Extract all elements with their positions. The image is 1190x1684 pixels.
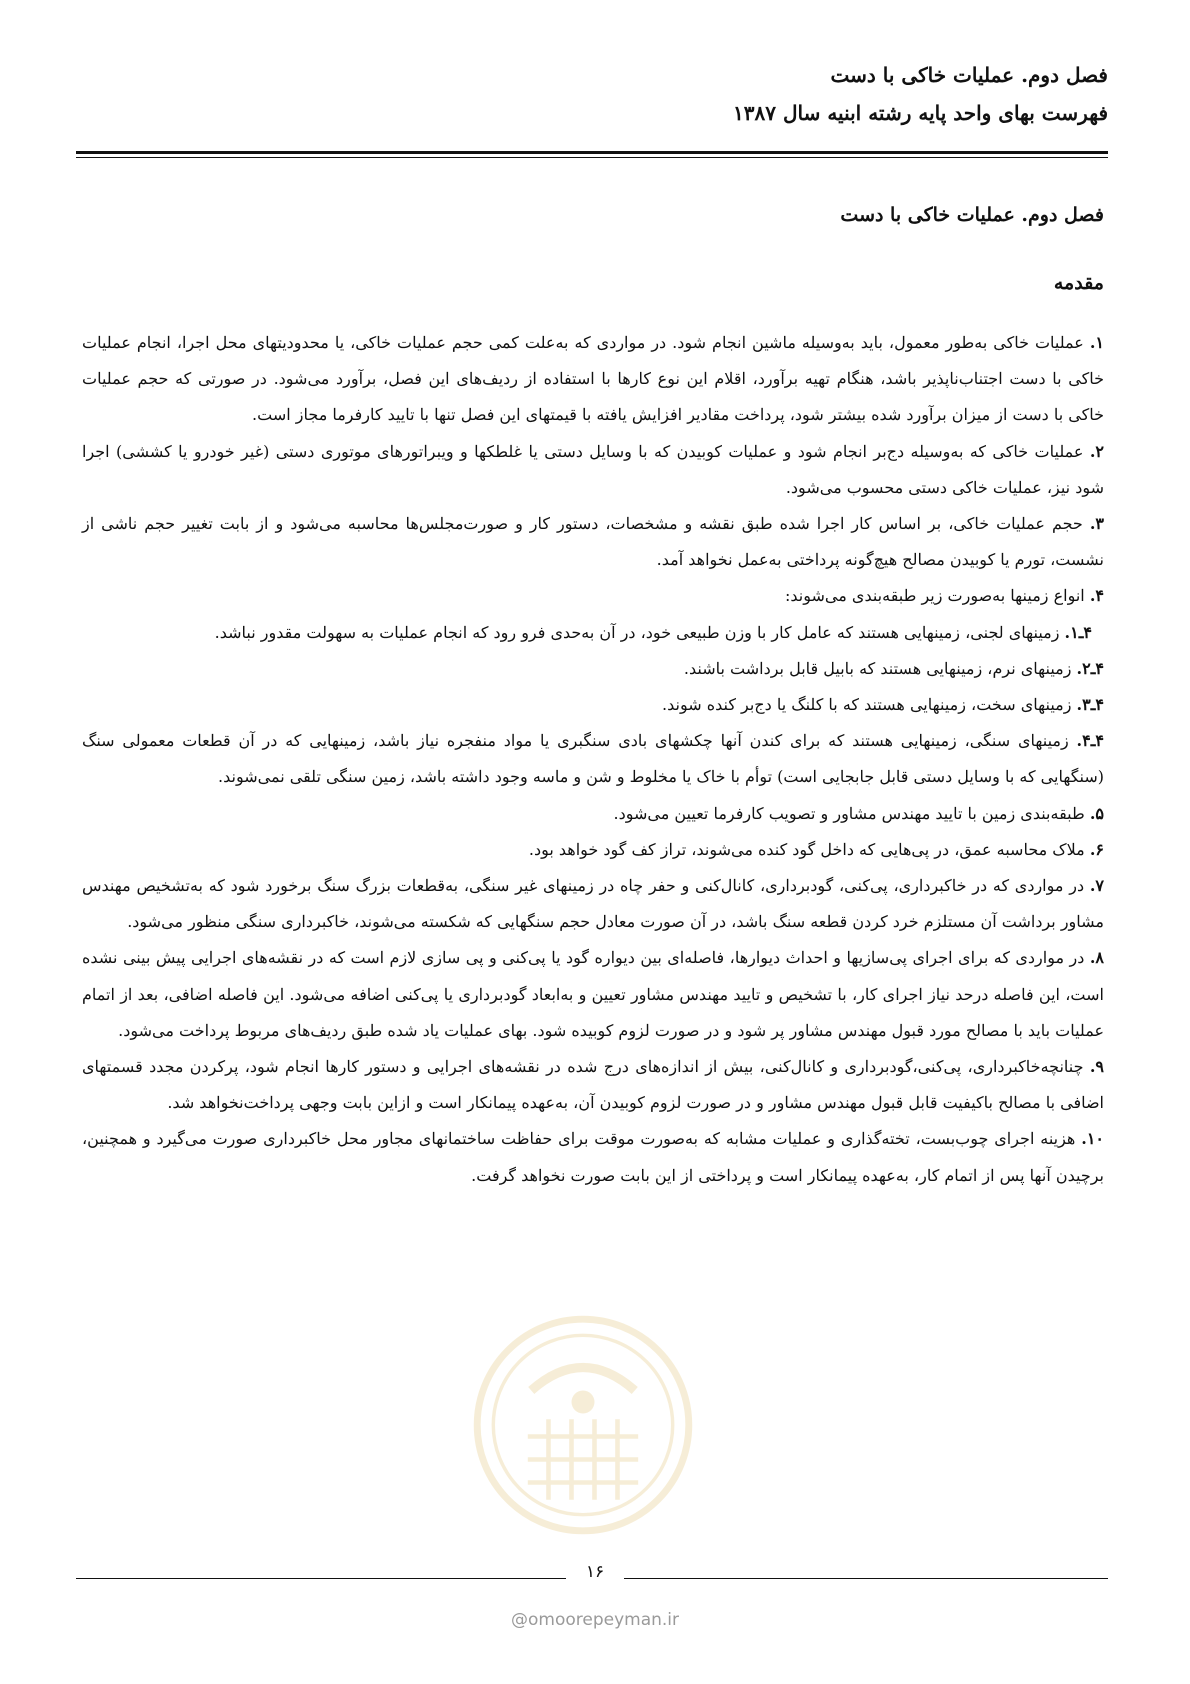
- paragraph-number: ۴ـ۲.: [1076, 658, 1104, 678]
- paragraph-4-2: [82, 651, 1104, 687]
- paragraph-number: ۲.: [1089, 441, 1104, 461]
- paragraph-number: ۶.: [1089, 839, 1104, 859]
- paragraph-number: ۴ـ۴.: [1076, 731, 1104, 751]
- header-document-title: فهرست بهای واحد پایه رشته ابنیه سال ۱۳۸۷: [733, 101, 1108, 125]
- paragraph-number: ۳.: [1089, 514, 1104, 534]
- paragraph-text: زمینهای سخت، زمینهایی هستند که با کلنگ یا دج‌بر کنده شوند.: [662, 695, 1077, 715]
- footer-rule-left: [76, 1578, 566, 1579]
- paragraph-text: انواع زمینها به‌صورت زیر طبقه‌بندی می‌شوند:: [785, 586, 1090, 606]
- paragraph-text: عملیات خاکی که به‌وسیله دج‌بر انجام شود و عملیات کوبیدن که با وسایل دستی یا غلطکها و ویبراتورهای موتوری دستی (غیر خودرو یا کششی) اجرا شود نیز، عملیات خاکی دستی محسوب می‌شود.: [82, 441, 1104, 497]
- paragraph-4-1: [82, 615, 1104, 651]
- seal-logo-icon: [468, 1310, 698, 1540]
- header-chapter-title: فصل دوم. عملیات خاکی با دست: [830, 63, 1108, 87]
- paragraph-number: ۷.: [1089, 876, 1104, 896]
- paragraph-number: ۱۰.: [1081, 1129, 1104, 1149]
- paragraph-text: در مواردی که برای اجرای پی‌سازیها و احداث دیوارها، فاصله‌ای بین دیواره گود یا پی‌کنی و پی سازی لازم است که در نقشه‌های اجرایی پیش بینی نشده است، این فاصله درحد نیاز اجرای کار، با تشخیص و تایید مهندس مشاور تعیین و به‌ابعاد گودبرداری یا پی‌کنی اضافه می‌شود. این فاصله اضافی، بعد از اتمام عملیات باید با مصالح مورد قبول مهندس مشاور پر شود و در صورت لزوم کوبیده شود. بهای عملیات یاد شده طبق ردیف‌های مربوط پرداخت می‌شود.: [82, 948, 1104, 1040]
- paragraph-number: ۱.: [1089, 333, 1104, 352]
- paragraph-8: [82, 940, 1104, 1049]
- paragraph-number: ۴ـ۱.: [1064, 622, 1092, 642]
- paragraph-text: هزینه اجرای چوب‌بست، تخته‌گذاری و عملیات مشابه که به‌صورت موقت برای حفاظت ساختمانهای مجاور محل خاکبرداری صورت می‌گیرد و همچنین، برچیدن آنها پس از اتمام کار، به‌عهده پیمانکار است و پرداختی از این بابت صورت نخواهد گرفت.: [82, 1129, 1104, 1185]
- paragraph-text: چنانچه‌خاکبرداری، پی‌کنی،گودبرداری و کانال‌کنی، بیش از اندازه‌های درج شده در نقشه‌های اجرایی و دستور کارها انجام شود، پرکردن مجدد قسمتهای اضافی با مصالح باکیفیت قابل قبول مهندس مشاور و در صورت لزوم کوبیدن آن، به‌عهده پیمانکار است و ازاین بابت وجهی پرداخت‌نخواهد شد.: [82, 1057, 1104, 1113]
- website-watermark: @omoorepeyman.ir: [510, 1610, 680, 1630]
- paragraph-text: در مواردی که در خاکبرداری، پی‌کنی، گودبرداری، کانال‌کنی و حفر چاه در زمینهای غیر سنگی، به‌قطعات بزرگ سنگ برخورد شود که به‌تشخیص مهندس مشاور برداشت آن مستلزم خرد کردن قطعه سنگ باشد، در آن صورت معادل حجم سنگهایی که شکسته می‌شوند، خاکبرداری سنگی منظور می‌شود.: [82, 876, 1104, 932]
- header-rule-thin: [76, 157, 1108, 158]
- paragraph-number: ۴.: [1089, 586, 1104, 606]
- paragraph-9: [82, 1049, 1104, 1121]
- paragraph-text: طبقه‌بندی زمین با تایید مهندس مشاور و تصویب کارفرما تعیین می‌شود.: [613, 803, 1090, 823]
- paragraph-10: [82, 1121, 1104, 1193]
- paragraph-2: [82, 434, 1104, 506]
- paragraph-text: عملیات خاکی به‌طور معمول، باید به‌وسیله ماشین انجام شود. در مواردی که به‌علت کمی حجم عملیات خاکی، یا محدودیتهای محل اجرا، انجام عملیات خاکی با دست اجتناب‌ناپذیر باشد، هنگام تهیه برآورد، اقلام این نوع کارها با استفاده از ردیف‌های این فصل، برآورد می‌شود. در صورتی که حجم عملیات خاکی با دست از میزان برآورد شده بیشتر شود، پرداخت مقادیر افزایش یافته با قیمتهای این فصل تنها با تایید کارفرما مجاز است.: [82, 333, 1104, 425]
- footer-rule-right: [624, 1578, 1108, 1579]
- paragraph-text: زمینهای سنگی، زمینهایی هستند که برای کندن آنها چکشهای بادی سنگبری یا مواد منفجره نیاز باشد، زمینهایی که در آن قطعات معمولی سنگ (سنگهایی که با وسایل دستی قابل جابجایی است) توأم با خاک یا مخلوط و شن و ماسه وجود داشته باشد، زمین سنگی تلقی نمی‌شوند.: [82, 731, 1104, 787]
- section-title: فصل دوم. عملیات خاکی با دست: [840, 204, 1104, 226]
- paragraph-number: ۵.: [1089, 803, 1104, 823]
- paragraph-number: ۹.: [1089, 1057, 1105, 1077]
- paragraph-5: [82, 796, 1104, 832]
- header-rule-thick: [76, 151, 1108, 154]
- paragraph-4: [82, 578, 1104, 614]
- page-content: [82, 195, 1104, 1194]
- page-number: ۱۶: [585, 1562, 605, 1582]
- paragraph-number: ۸.: [1089, 948, 1104, 968]
- paragraph-text: زمینهای نرم، زمینهایی هستند که بابیل قابل برداشت باشند.: [683, 658, 1077, 678]
- paragraph-number: ۴ـ۳.: [1076, 695, 1104, 715]
- paragraph-text: حجم عملیات خاکی، بر اساس کار اجرا شده طبق نقشه و مشخصات، دستور کار و صورت‌مجلس‌ها محاسبه می‌شود و از بابت تغییر حجم ناشی از نشست، تورم یا کوبیدن مصالح هیچ‌گونه پرداختی به‌عمل نخواهد آمد.: [82, 514, 1104, 570]
- paragraph-3: [82, 506, 1104, 578]
- paragraph-4-3: [82, 687, 1104, 723]
- paragraph-text: زمینهای لجنی، زمینهایی هستند که عامل کار با وزن طبیعی خود، در آن به‌حدی فرو رود که انجام عملیات به سهولت مقدور نباشد.: [214, 622, 1065, 642]
- paragraph-7: [82, 868, 1104, 940]
- paragraph-6: [82, 832, 1104, 868]
- paragraph-text: ملاک محاسبه عمق، در پی‌هایی که داخل گود کنده می‌شوند، تراز کف گود خواهد بود.: [528, 839, 1090, 859]
- page-header: [76, 56, 1108, 132]
- paragraph-4-4: [82, 723, 1104, 795]
- paragraph-1: [82, 325, 1104, 434]
- intro-heading: مقدمه: [1053, 272, 1104, 294]
